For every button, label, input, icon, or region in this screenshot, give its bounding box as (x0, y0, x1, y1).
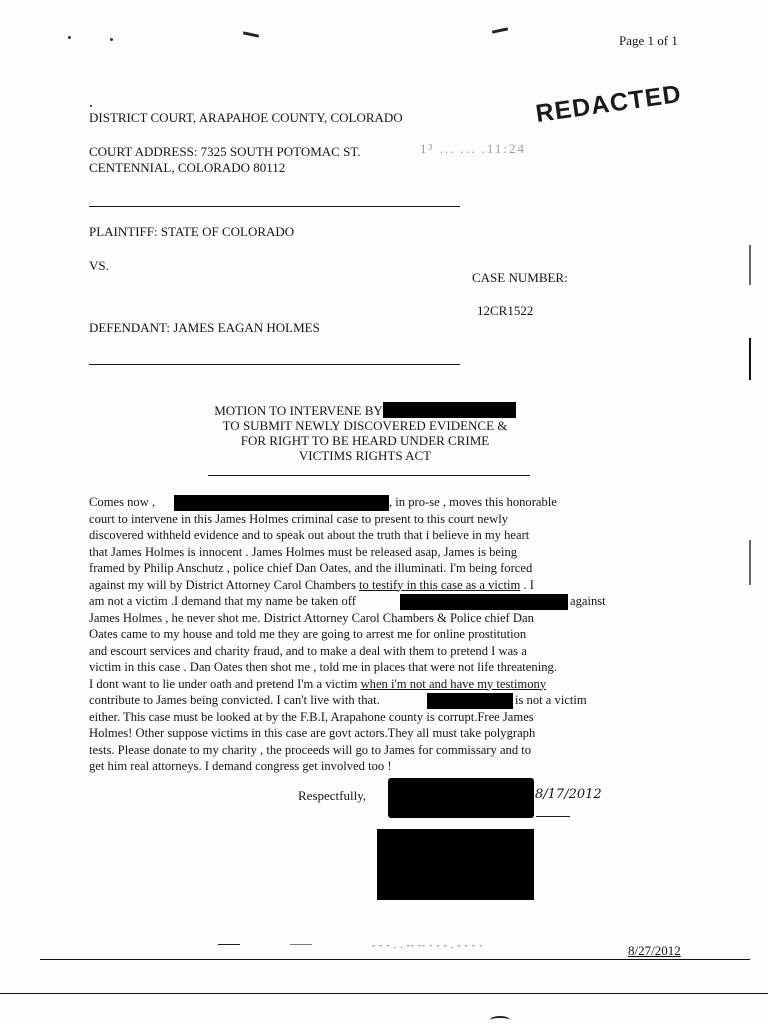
body-line: discovered withheld evidence and to speak out about the truth that i believe in my heart (89, 528, 530, 542)
body-line: against my will by District Attorney Carol Chambers to testify in this case as a victim . I (89, 577, 534, 592)
body-line: victim in this case . Dan Oates then shot me , told me in places that were not life threatening. (89, 660, 557, 674)
scan-margin-mark (749, 338, 751, 380)
scan-mark (490, 1016, 510, 1024)
body-line: either. This case must be looked at by the F.B.I, Arapahone county is corrupt.Free James (89, 709, 534, 724)
case-number-label: CASE NUMBER: (472, 270, 568, 285)
body-line: framed by Philip Anschutz , police chief Dan Oates, and the illuminati. I'm being forced (89, 561, 533, 575)
versus-label: VS. (89, 258, 109, 273)
redacted-stamp: REDACTED (533, 79, 684, 129)
fax-fragment: - - - . . -- -- - - - . - - - - (372, 940, 484, 950)
motion-title-line1: MOTION TO INTERVENE BY (195, 399, 535, 418)
body-line: get him real attorneys. I demand congress get involved too ! (89, 759, 392, 773)
body-line: tests. Please donate to my charity , the proceeds will go to James for commissary and to (89, 742, 532, 757)
signature-redaction (388, 778, 534, 818)
scan-mark (492, 27, 508, 33)
handwritten-date: 8/17/2012 (535, 787, 602, 802)
title-divider (208, 475, 530, 476)
caption-divider (89, 206, 460, 207)
body-line: contribute to James being convicted. I can't live with that. is not a victim (89, 693, 587, 707)
redaction-box (174, 495, 389, 511)
signature-line (536, 816, 570, 817)
motion-title-line4: VICTIMS RIGHTS ACT (298, 448, 432, 463)
body-line: court to intervene in this James Holmes criminal case to present to this court newly (89, 511, 508, 526)
scan-margin-mark (749, 540, 751, 585)
court-name: DISTRICT COURT, ARAPAHOE COUNTY, COLORADO (89, 110, 403, 125)
motion-title-line3: FOR RIGHT TO BE HEARD UNDER CRIME (240, 433, 490, 448)
redaction-box (400, 594, 568, 610)
redaction-box (383, 402, 516, 418)
scan-speck (90, 105, 92, 107)
body-line: Holmes! Other suppose victims in this case are govt actors.They all must take polygraph (89, 726, 536, 740)
footer-date: 8/27/2012 (628, 943, 681, 958)
court-address-line1: COURT ADDRESS: 7325 SOUTH POTOMAC ST. (89, 144, 361, 159)
body-line: and escourt services and charity fraud, and to make a deal with them to pretend I was a (89, 643, 527, 658)
body-line: Comes now , , in pro-se , moves this honorable (89, 495, 557, 509)
footer-rule (0, 993, 768, 994)
faded-timestamp: 1³ ... ... .11:24 (420, 141, 527, 156)
address-redaction (377, 829, 534, 900)
caption-divider (89, 364, 460, 365)
scan-margin-mark (749, 245, 751, 285)
body-line: James Holmes , he never shot me. District Attorney Carol Chambers & Police chief Dan (89, 610, 534, 625)
defendant-line: DEFENDANT: JAMES EAGAN HOLMES (89, 320, 320, 335)
body-line: I dont want to lie under oath and pretend I'm a victim when i'm not and have my testimony (89, 676, 547, 691)
footer-dash (218, 944, 240, 945)
redaction-box (427, 693, 513, 709)
page-label: Page 1 of 1 (619, 33, 678, 48)
respectfully-label: Respectfully, (298, 788, 367, 803)
body-line: Oates came to my house and told me they are going to arrest me for online prostitution (89, 627, 527, 641)
scan-speck (110, 38, 113, 41)
body-line: am not a victim .I demand that my name be taken off against (89, 594, 606, 608)
motion-title-line2: TO SUBMIT NEWLY DISCOVERED EVIDENCE & (222, 418, 508, 433)
motion-title (195, 399, 535, 463)
footer-dash (290, 944, 312, 945)
motion-body (89, 494, 634, 775)
scan-speck (68, 36, 71, 39)
footer-rule (40, 959, 750, 960)
body-line: that James Holmes is innocent . James Holmes must be released asap, James is being (89, 544, 518, 559)
court-address-line2: CENTENNIAL, COLORADO 80112 (89, 160, 286, 175)
plaintiff-line: PLAINTIFF: STATE OF COLORADO (89, 224, 295, 239)
case-number: 12CR1522 (477, 303, 534, 318)
scan-mark (243, 31, 259, 37)
